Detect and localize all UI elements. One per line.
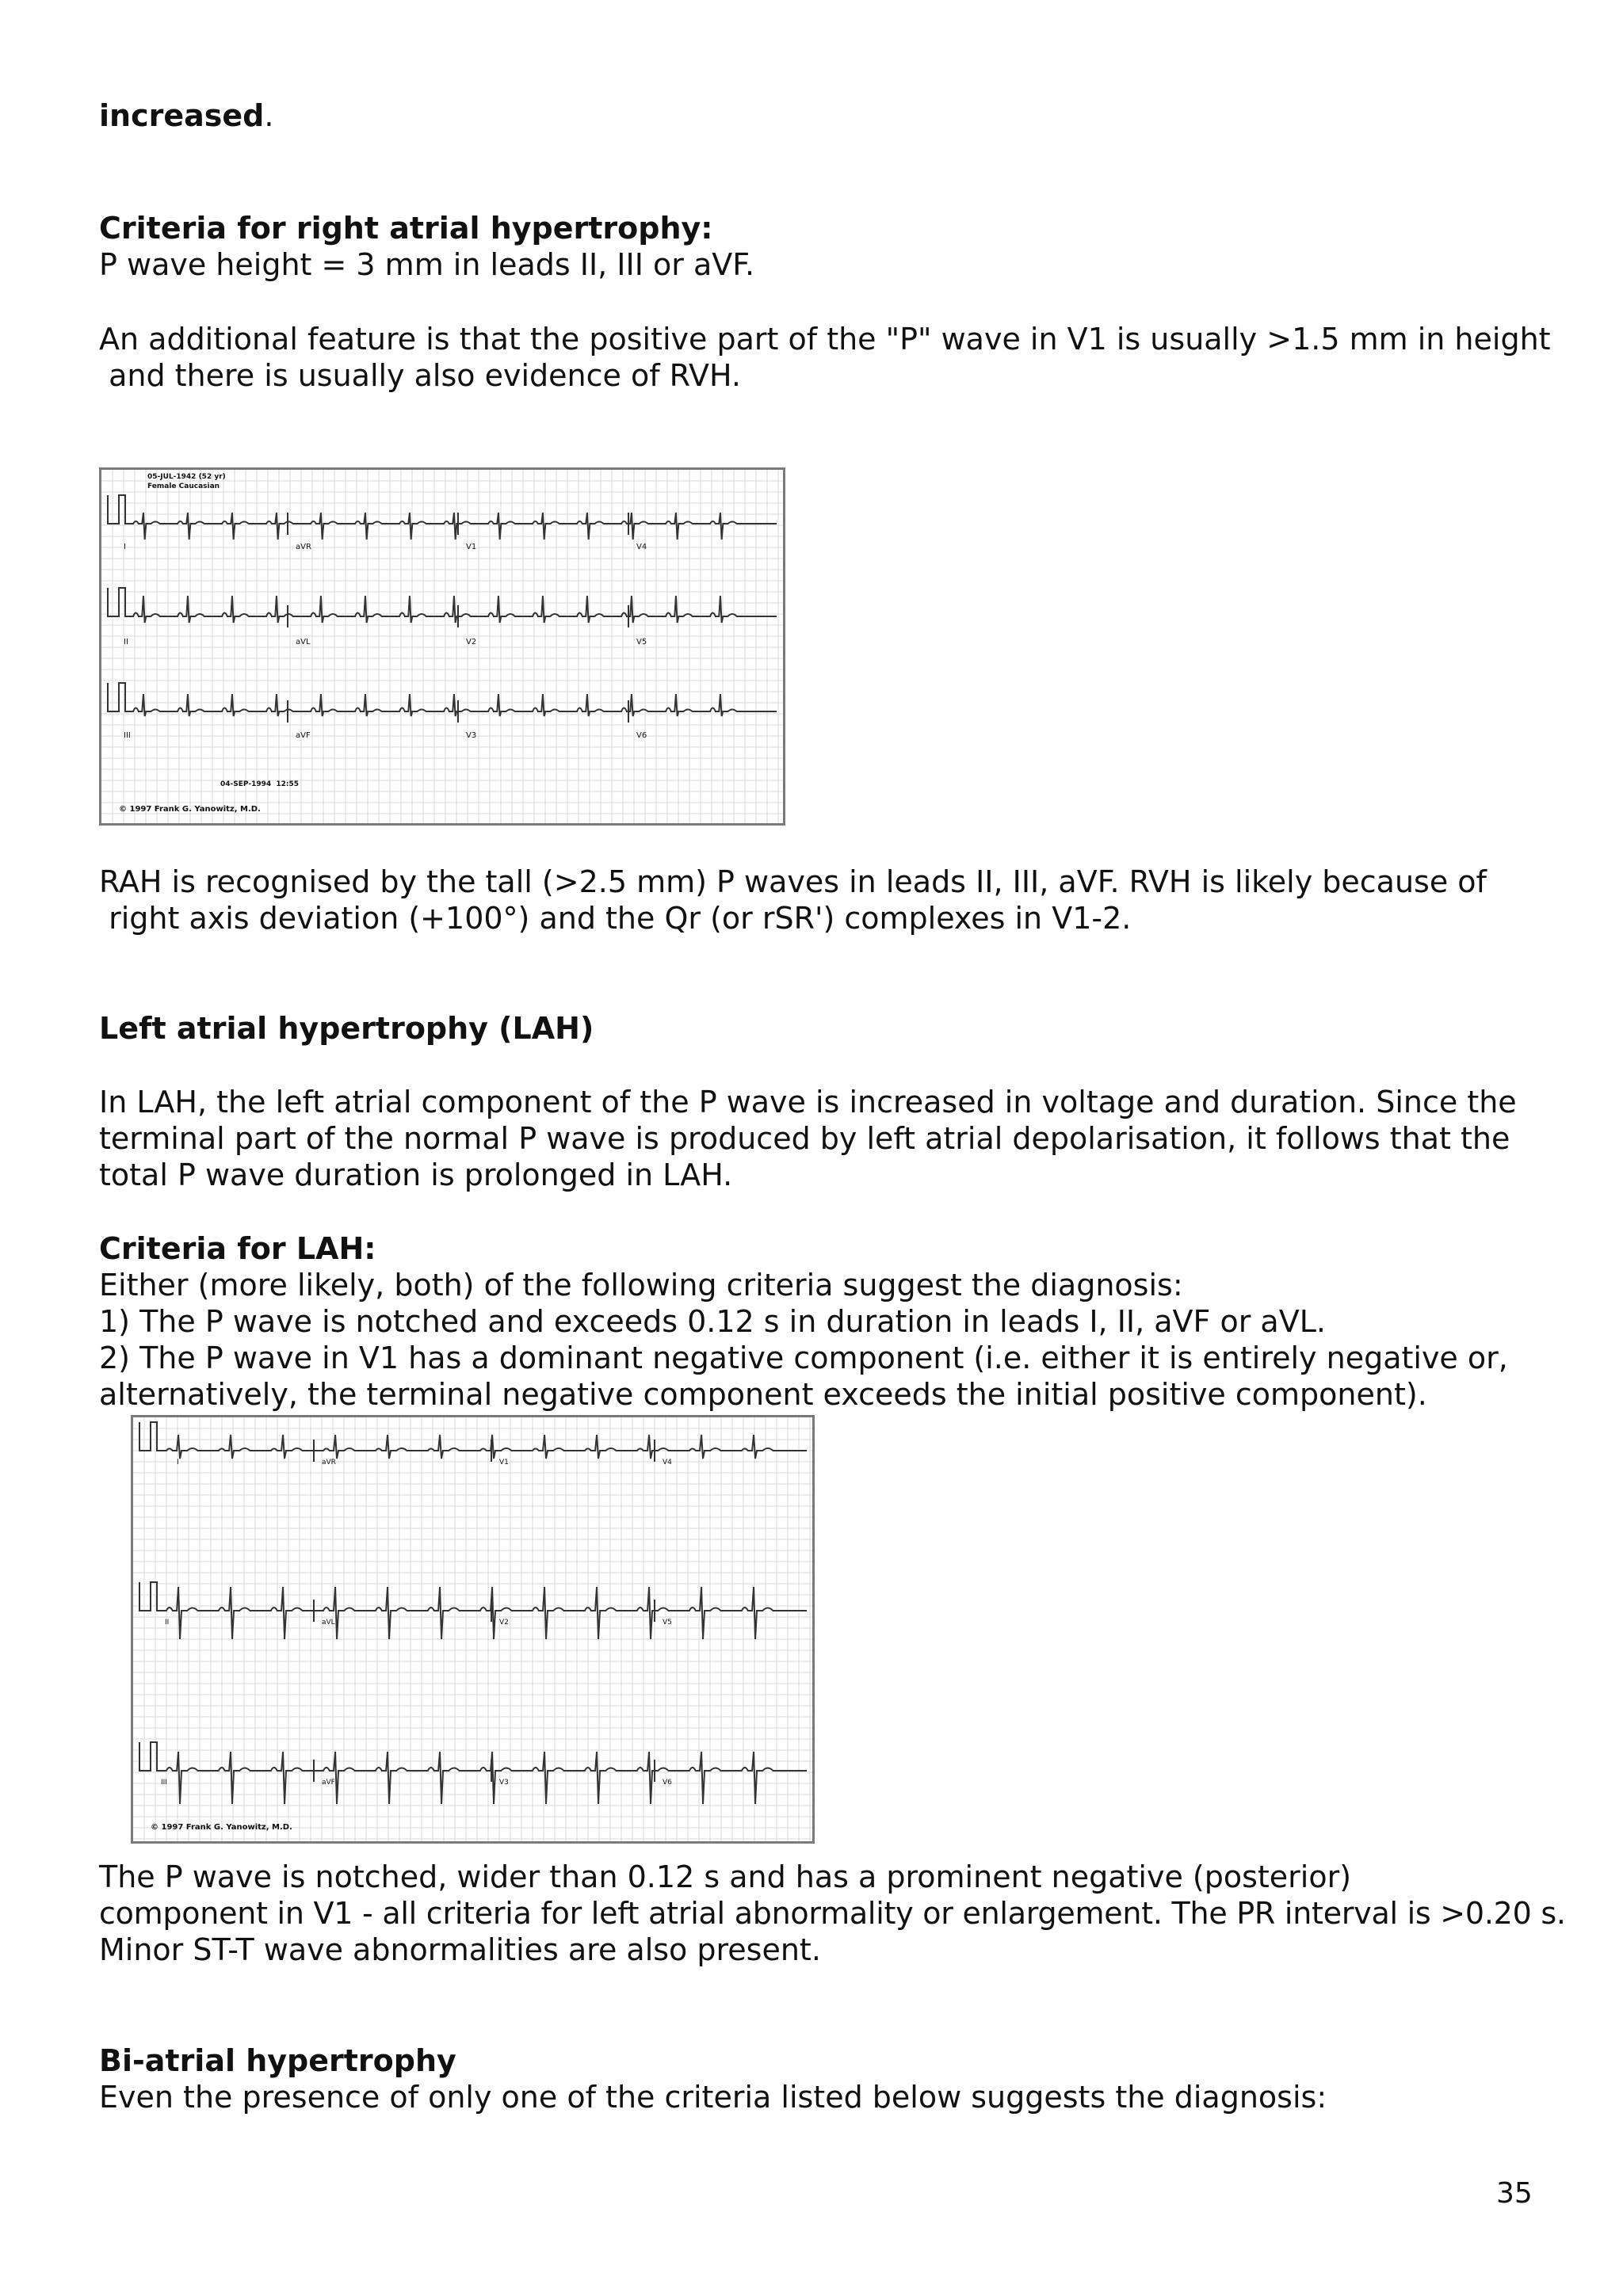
- biatrial-heading: Bi-atrial hypertrophy: [99, 2043, 456, 2078]
- rah-lead-label: V3: [466, 731, 477, 740]
- rah-lead-label: I: [124, 543, 126, 551]
- lah-lead-label: I: [177, 1459, 179, 1466]
- lah-ecg-copyright: © 1997 Frank G. Yanowitz, M.D.: [151, 1823, 292, 1832]
- lah-caption-line-3: Minor ST-T wave abnormalities are also present.: [99, 1932, 821, 1967]
- rah-lead-label: V2: [466, 638, 477, 646]
- rah-lead-label: V4: [636, 543, 647, 551]
- rah-heading: Criteria for right atrial hypertrophy:: [99, 211, 713, 246]
- rah-caption-line-2: right axis deviation (+100°) and the Qr (or rSR') complexes in V1-2.: [99, 901, 1132, 936]
- rah-additional-line-1: An additional feature is that the positive part of the "P" wave in V1 is usually >1.5 mm in height: [99, 322, 1551, 357]
- intro-line: [99, 97, 273, 134]
- lah-lead-label: aVR: [322, 1459, 336, 1466]
- rah-ecg-timestamp: 04-SEP-1994 12:55: [220, 780, 300, 788]
- lah-para-line-3: total P wave duration is prolonged in LAH.: [99, 1158, 733, 1192]
- lah-criterion-1: 1) The P wave is notched and exceeds 0.12 s in duration in leads I, II, aVF or aVL.: [99, 1304, 1326, 1339]
- rah-lead-label: III: [124, 731, 131, 740]
- ecg-trace: [139, 1422, 807, 1459]
- rah-caption-line-1: RAH is recognised by the tall (>2.5 mm) P waves in leads II, III, aVF. RVH is likely because of: [99, 864, 1487, 899]
- rah-lead-label: aVF: [296, 731, 311, 740]
- lah-criteria-heading: Criteria for LAH:: [99, 1231, 376, 1266]
- rah-additional-line-2: and there is usually also evidence of RVH.: [99, 358, 741, 393]
- lah-lead-label: V4: [663, 1459, 672, 1466]
- rah-lead-label: II: [124, 638, 128, 646]
- ecg-trace: [108, 495, 777, 540]
- rah-lead-label: V5: [636, 638, 647, 646]
- intro-bold-word: increased: [99, 98, 265, 133]
- lah-heading: Left atrial hypertrophy (LAH): [99, 1011, 594, 1046]
- lah-criterion-2-line-2: alternatively, the terminal negative component exceeds the initial positive component).: [99, 1377, 1427, 1412]
- lah-para-line-2: terminal part of the normal P wave is produced by left atrial depolarisation, it follows that the: [99, 1121, 1510, 1156]
- rah-ecg-figure: [99, 467, 785, 826]
- lah-lead-label: aVF: [322, 1779, 335, 1787]
- ecg-trace: [108, 588, 777, 623]
- lah-caption-line-2: component in V1 - all criteria for left atrial abnormality or enlargement. The PR interval is >0.20 s.: [99, 1896, 1566, 1931]
- lah-lead-label: II: [165, 1619, 170, 1627]
- lah-lead-label: V5: [663, 1619, 672, 1627]
- rah-lead-label: V6: [636, 731, 647, 740]
- lah-criteria-intro: Either (more likely, both) of the following criteria suggest the diagnosis:: [99, 1268, 1183, 1302]
- ecg-trace: [139, 1582, 807, 1639]
- lah-para-line-1: In LAH, the left atrial component of the P wave is increased in voltage and duration. Since the: [99, 1085, 1517, 1119]
- lah-lead-label: V6: [663, 1779, 672, 1787]
- lah-lead-label: III: [161, 1779, 167, 1787]
- lah-caption-line-1: The P wave is notched, wider than 0.12 s and has a prominent negative (posterior): [99, 1859, 1352, 1894]
- rah-ecg-copyright: © 1997 Frank G. Yanowitz, M.D.: [119, 805, 261, 814]
- lah-ecg-tracing: [133, 1417, 812, 1841]
- lah-lead-label: V1: [499, 1459, 509, 1466]
- lah-criterion-2-line-1: 2) The P wave in V1 has a dominant negative component (i.e. either it is entirely negative or,: [99, 1341, 1508, 1375]
- biatrial-intro: Even the presence of only one of the criteria listed below suggests the diagnosis:: [99, 2080, 1327, 2115]
- rah-lead-label: aVR: [296, 543, 311, 551]
- lah-lead-label: aVL: [322, 1619, 335, 1627]
- ecg-trace: [108, 683, 777, 716]
- rah-lead-label: aVL: [296, 638, 311, 646]
- lah-ecg-figure: [131, 1415, 815, 1844]
- intro-punctuation: .: [264, 98, 274, 133]
- rah-lead-label: V1: [466, 543, 477, 551]
- rah-ecg-header-1: 05-JUL-1942 (52 yr): [147, 473, 226, 481]
- lah-lead-label: V3: [499, 1779, 509, 1787]
- rah-criterion: P wave height = 3 mm in leads II, III or aVF.: [99, 247, 755, 282]
- rah-ecg-header-2: Female Caucasian: [147, 482, 220, 490]
- lah-lead-label: V2: [499, 1619, 509, 1627]
- rah-ecg-tracing: [101, 470, 783, 823]
- page-number: 35: [1496, 2177, 1533, 2210]
